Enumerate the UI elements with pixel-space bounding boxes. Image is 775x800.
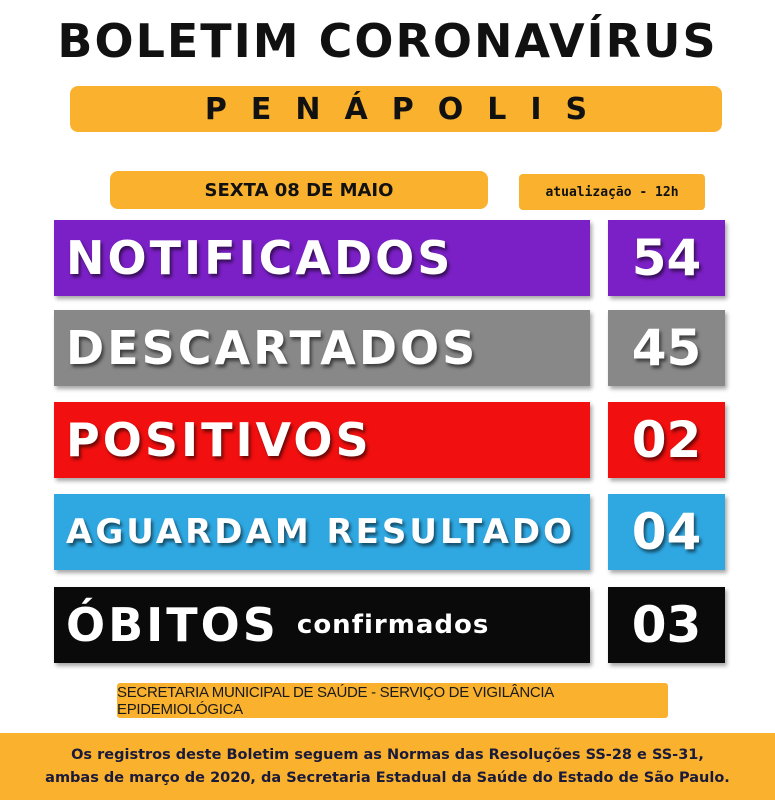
city-banner [70, 86, 722, 132]
aguardam-value-box [608, 494, 725, 570]
bulletin-date: SEXTA 08 DE MAIO [204, 179, 394, 201]
secretaria-text: SECRETARIA MUNICIPAL DE SAÚDE - SERVIÇO DE VIGILÂNCIA EPIDEMIOLÓGICA [117, 683, 554, 718]
update-badge [519, 174, 705, 210]
footer-line-2: ambas de março de 2020, da Secretaria Estadual da Saúde do Estado de São Paulo. [45, 769, 730, 786]
obitos-label: ÓBITOS [66, 598, 279, 652]
bulletin-title: BOLETIM CORONAVÍRUS [57, 14, 718, 68]
notificados-value-box [608, 220, 725, 296]
descartados-label: DESCARTADOS [66, 321, 479, 375]
update-time: atualização - 12h [545, 184, 679, 200]
positivos-value-box [608, 402, 725, 478]
obitos-label-box [54, 587, 590, 663]
notificados-label: NOTIFICADOS [66, 231, 454, 285]
obitos-value-box [608, 587, 725, 663]
footer-line-1: Os registros deste Boletim seguem as Normas das Resoluções SS-28 e SS-31, [71, 746, 704, 763]
date-banner [110, 171, 488, 209]
positivos-value: 02 [631, 411, 702, 469]
notificados-label-box [54, 220, 590, 296]
footer-note [0, 733, 775, 800]
secretaria-banner [117, 683, 668, 718]
descartados-label-box [54, 310, 590, 386]
aguardam-value: 04 [631, 503, 702, 561]
descartados-value: 45 [631, 319, 702, 377]
city-name: PENÁPOLIS [204, 91, 612, 127]
obitos-sublabel: confirmados [296, 610, 490, 640]
aguardam-label-box [54, 494, 590, 570]
obitos-value: 03 [631, 596, 702, 654]
notificados-value: 54 [631, 229, 702, 287]
positivos-label: POSITIVOS [66, 413, 372, 467]
aguardam-label: AGUARDAM RESULTADO [66, 512, 576, 552]
descartados-value-box [608, 310, 725, 386]
positivos-label-box [54, 402, 590, 478]
